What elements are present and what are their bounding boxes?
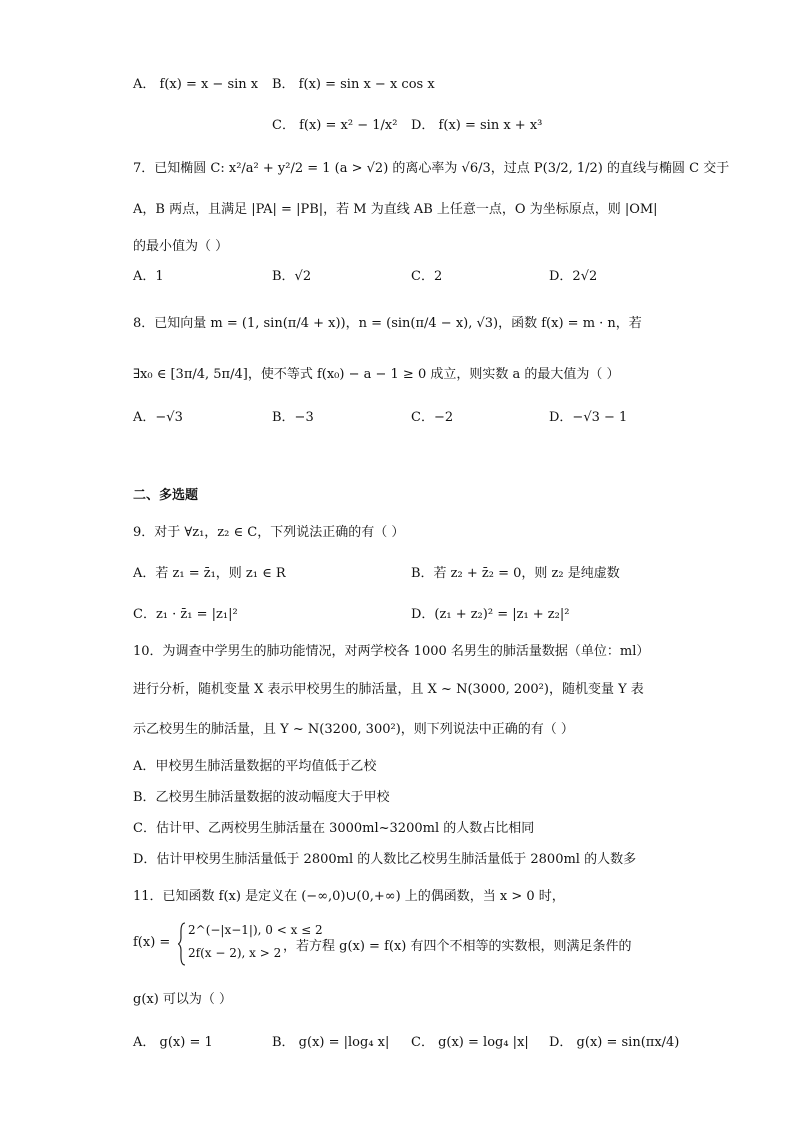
q7-option-c: C．2 [411, 269, 443, 284]
q8-option-b: B．−3 [272, 410, 314, 425]
q11-f-label: f(x) = [133, 935, 171, 950]
q7-option-d: D．2√2 [549, 269, 598, 284]
q6-option-b: B． f(x) = sin x − x cos x [272, 77, 435, 92]
q6-option-c: C． f(x) = x² − 1/x² [272, 118, 398, 133]
q6-option-a: A． f(x) = x − sin x [133, 77, 259, 92]
q10-stem-line1: 10．为调查中学男生的肺功能情况，对两学校各 1000 名男生的肺活量数据（单位：ml） [133, 644, 650, 659]
section-heading: 二、多选题 [133, 488, 199, 503]
q9-option-a: A．若 z₁ = z̄₁，则 z₁ ∈ R [133, 566, 286, 581]
q10-stem-line2: 进行分析，随机变量 X 表示甲校男生的肺活量，且 X ~ N(3000, 200²)，随机变量 Y 表 [133, 682, 644, 697]
q11-stem-line2: ，若方程 g(x) = f(x) 有四个不相等的实数根，则满足条件的 [283, 939, 632, 954]
q9-stem: 9．对于 ∀z₁，z₂ ∈ C，下列说法正确的有（ ） [133, 525, 405, 540]
q11-option-d: D． g(x) = sin(πx/4) [549, 1035, 680, 1050]
q7-stem-line1: 7．已知椭圆 C: x²/a² + y²/2 = 1 (a > √2) 的离心率为 √6/3，过点 P(3/2, 1/2) 的直线与椭圆 C 交于 [133, 161, 730, 176]
q7-option-a: A．1 [133, 269, 164, 284]
q7-option-b: B．√2 [272, 269, 312, 284]
q10-option-b: B．乙校男生肺活量数据的波动幅度大于甲校 [133, 790, 390, 805]
q10-option-c: C．估计甲、乙两校男生肺活量在 3000ml~3200ml 的人数占比相同 [133, 821, 535, 836]
q11-option-b: B． g(x) = |log₄ x| [272, 1035, 390, 1050]
q11-case-1: 2^(−|x−1|), 0 < x ≤ 2 [188, 923, 323, 937]
q9-option-d: D．(z₁ + z₂)² = |z₁ + z₂|² [411, 607, 570, 622]
q8-stem-line2: ∃x₀ ∈ [3π/4, 5π/4]，使不等式 f(x₀) − a − 1 ≥ 0 成立，则实数 a 的最大值为（ ） [133, 367, 620, 382]
q9-option-c: C．z₁ · z̄₁ = |z₁|² [133, 607, 238, 622]
q8-option-a: A．−√3 [133, 410, 183, 425]
q11-case-2: 2f(x − 2), x > 2 [188, 946, 282, 960]
q11-option-c: C． g(x) = log₄ |x| [411, 1035, 529, 1050]
q7-stem-line3: 的最小值为（ ） [133, 239, 229, 254]
q10-stem-line3: 示乙校男生的肺活量，且 Y ~ N(3200, 300²)，则下列说法中正确的有（ ） [133, 722, 574, 737]
q8-stem-line1: 8．已知向量 m = (1, sin(π/4 + x))，n = (sin(π/4 − x), √3)，函数 f(x) = m · n，若 [133, 316, 642, 331]
q10-option-d: D．估计甲校男生肺活量低于 2800ml 的人数比乙校男生肺活量低于 2800ml 的人数多 [133, 852, 637, 867]
q11-stem-line3: g(x) 可以为（ ） [133, 992, 233, 1007]
q7-stem-line2: A，B 两点，且满足 |PA| = |PB|，若 M 为直线 AB 上任意一点，O 为坐标原点，则 |OM| [133, 202, 658, 217]
q11-option-a: A． g(x) = 1 [133, 1035, 213, 1050]
q10-option-a: A．甲校男生肺活量数据的平均值低于乙校 [133, 759, 377, 774]
q11-stem-line1: 11．已知函数 f(x) 是定义在 (−∞,0)∪(0,+∞) 上的偶函数，当 x > 0 时， [133, 889, 565, 904]
q11-left-brace-icon [177, 922, 187, 966]
q9-option-b: B．若 z₂ + z̄₂ = 0，则 z₂ 是纯虚数 [411, 566, 620, 581]
q8-option-d: D．−√3 − 1 [549, 410, 628, 425]
q8-option-c: C．−2 [411, 410, 454, 425]
q6-option-d: D． f(x) = sin x + x³ [411, 118, 543, 133]
